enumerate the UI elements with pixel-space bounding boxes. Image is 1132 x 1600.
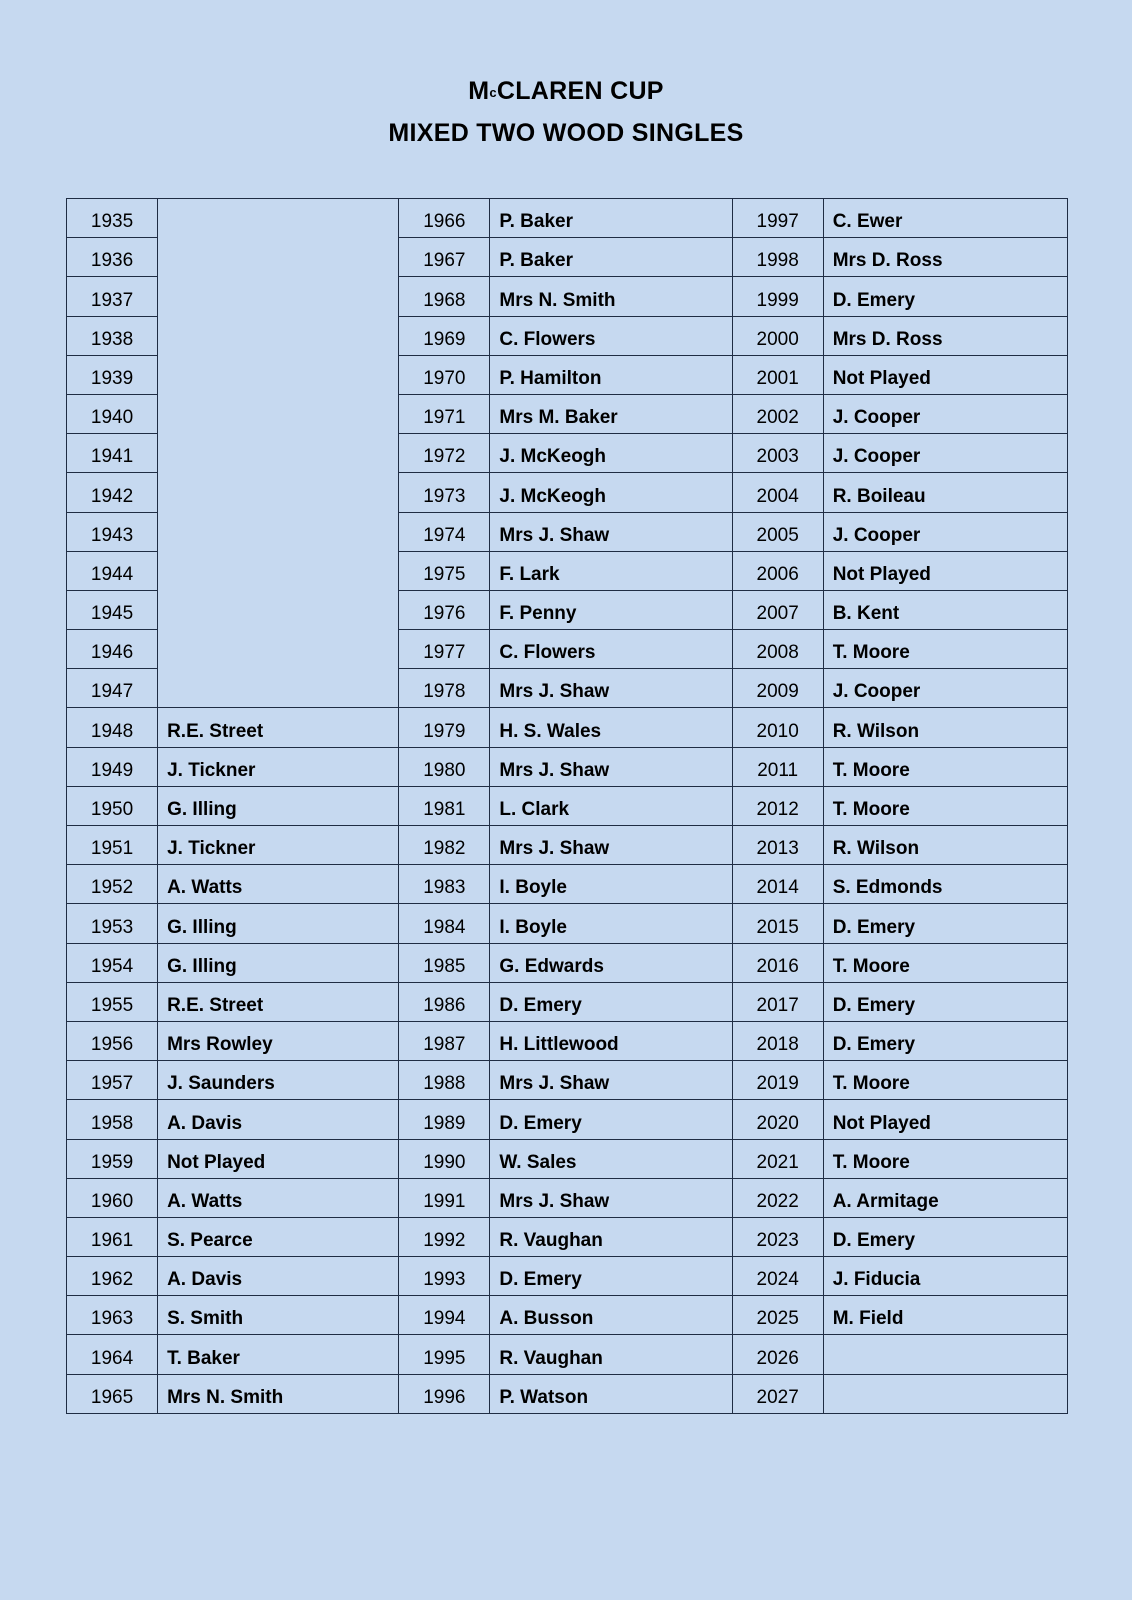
title-prefix: M [468, 77, 490, 105]
year-cell: 1985 [399, 943, 490, 982]
table-row [67, 747, 1068, 786]
winner-cell: Not Played [158, 1139, 399, 1178]
winner-cell: T. Baker [158, 1335, 399, 1374]
winner-cell: T. Moore [823, 1061, 1067, 1100]
year-cell: 1951 [67, 826, 158, 865]
table-row [67, 1139, 1068, 1178]
year-cell: 1962 [67, 1257, 158, 1296]
year-cell: 2017 [732, 982, 823, 1021]
winner-cell: F. Lark [490, 551, 732, 590]
table-row [67, 1374, 1068, 1413]
winner-cell: J. Tickner [158, 747, 399, 786]
winner-cell: Mrs Rowley [158, 1021, 399, 1060]
year-cell: 1942 [67, 473, 158, 512]
year-cell: 1995 [399, 1335, 490, 1374]
winner-cell [823, 1335, 1067, 1374]
year-cell: 2005 [732, 512, 823, 551]
year-cell: 1953 [67, 904, 158, 943]
winner-cell: H. S. Wales [490, 708, 732, 747]
winner-cell: M. Field [823, 1296, 1067, 1335]
year-cell: 1945 [67, 590, 158, 629]
winner-cell: T. Moore [823, 747, 1067, 786]
winner-cell: F. Penny [490, 590, 732, 629]
year-cell: 1968 [399, 277, 490, 316]
year-cell: 1963 [67, 1296, 158, 1335]
year-cell: 1952 [67, 865, 158, 904]
winner-cell: R. Vaughan [490, 1335, 732, 1374]
winner-cell: C. Flowers [490, 316, 732, 355]
winner-cell: R. Wilson [823, 826, 1067, 865]
winner-cell: W. Sales [490, 1139, 732, 1178]
year-cell: 1972 [399, 434, 490, 473]
winner-cell: D. Emery [823, 277, 1067, 316]
year-cell: 2015 [732, 904, 823, 943]
winner-cell: Mrs J. Shaw [490, 1178, 732, 1217]
year-cell: 2022 [732, 1178, 823, 1217]
winner-cell: J. Tickner [158, 826, 399, 865]
year-cell: 1957 [67, 1061, 158, 1100]
year-cell: 2027 [732, 1374, 823, 1413]
year-cell: 2018 [732, 1021, 823, 1060]
year-cell: 1936 [67, 238, 158, 277]
year-cell: 1938 [67, 316, 158, 355]
year-cell: 2001 [732, 355, 823, 394]
year-cell: 2004 [732, 473, 823, 512]
winner-cell: T. Moore [823, 630, 1067, 669]
year-cell: 1956 [67, 1021, 158, 1060]
year-cell: 1946 [67, 630, 158, 669]
winner-cell: J. Cooper [823, 394, 1067, 433]
table-row [67, 865, 1068, 904]
winners-table-body [67, 199, 1068, 1414]
title-rest: CLAREN CUP [496, 77, 664, 105]
winner-cell: R. Boileau [823, 473, 1067, 512]
winner-cell: J. Cooper [823, 434, 1067, 473]
year-cell: 2002 [732, 394, 823, 433]
winner-cell: A. Busson [490, 1296, 732, 1335]
winner-cell: A. Armitage [823, 1178, 1067, 1217]
winner-cell: I. Boyle [490, 865, 732, 904]
winner-cell: A. Watts [158, 865, 399, 904]
year-cell: 1977 [399, 630, 490, 669]
winner-cell: A. Watts [158, 1178, 399, 1217]
table-row [67, 1296, 1068, 1335]
year-cell: 1996 [399, 1374, 490, 1413]
year-cell: 2012 [732, 786, 823, 825]
year-cell: 2019 [732, 1061, 823, 1100]
year-cell: 1937 [67, 277, 158, 316]
table-row [67, 943, 1068, 982]
winner-cell: G. Illing [158, 904, 399, 943]
winner-cell: Mrs N. Smith [158, 1374, 399, 1413]
winner-cell: D. Emery [823, 1021, 1067, 1060]
year-cell: 2024 [732, 1257, 823, 1296]
winner-cell: R.E. Street [158, 708, 399, 747]
table-row [67, 1217, 1068, 1256]
year-cell: 1935 [67, 199, 158, 238]
year-cell: 2008 [732, 630, 823, 669]
winner-cell: R.E. Street [158, 982, 399, 1021]
winner-cell: D. Emery [823, 1217, 1067, 1256]
year-cell: 1976 [399, 590, 490, 629]
winner-cell: Mrs D. Ross [823, 238, 1067, 277]
winner-cell: B. Kent [823, 590, 1067, 629]
year-cell: 1990 [399, 1139, 490, 1178]
table-row [67, 1100, 1068, 1139]
year-cell: 1939 [67, 355, 158, 394]
table-row [67, 199, 1068, 238]
winner-cell: L. Clark [490, 786, 732, 825]
year-cell: 1941 [67, 434, 158, 473]
year-cell: 1947 [67, 669, 158, 708]
winner-cell: Mrs J. Shaw [490, 669, 732, 708]
winner-cell: S. Pearce [158, 1217, 399, 1256]
winner-cell: I. Boyle [490, 904, 732, 943]
year-cell: 1986 [399, 982, 490, 1021]
year-cell: 1974 [399, 512, 490, 551]
year-cell: 1982 [399, 826, 490, 865]
winner-cell: J. Cooper [823, 512, 1067, 551]
year-cell: 2014 [732, 865, 823, 904]
year-cell: 1954 [67, 943, 158, 982]
winner-cell: D. Emery [823, 904, 1067, 943]
year-cell: 1992 [399, 1217, 490, 1256]
winner-cell: G. Illing [158, 786, 399, 825]
winner-cell: D. Emery [490, 982, 732, 1021]
year-cell: 2013 [732, 826, 823, 865]
year-cell: 1958 [67, 1100, 158, 1139]
winner-cell: Mrs J. Shaw [490, 826, 732, 865]
year-cell: 1943 [67, 512, 158, 551]
year-cell: 1944 [67, 551, 158, 590]
winner-cell: P. Baker [490, 199, 732, 238]
year-cell: 1981 [399, 786, 490, 825]
year-cell: 1984 [399, 904, 490, 943]
table-row [67, 1178, 1068, 1217]
table-row [67, 904, 1068, 943]
winner-cell: Mrs J. Shaw [490, 512, 732, 551]
year-cell: 1987 [399, 1021, 490, 1060]
year-cell: 2020 [732, 1100, 823, 1139]
year-cell: 1960 [67, 1178, 158, 1217]
winner-cell: P. Baker [490, 238, 732, 277]
page-subtitle: MIXED TWO WOOD SINGLES [388, 119, 744, 147]
year-cell: 1961 [67, 1217, 158, 1256]
table-row [67, 1257, 1068, 1296]
year-cell: 1988 [399, 1061, 490, 1100]
winner-cell: Mrs M. Baker [490, 394, 732, 433]
blank-winner-cell [158, 199, 399, 708]
year-cell: 1971 [399, 394, 490, 433]
year-cell: 2010 [732, 708, 823, 747]
winner-cell: P. Hamilton [490, 355, 732, 394]
year-cell: 1991 [399, 1178, 490, 1217]
year-cell: 2023 [732, 1217, 823, 1256]
year-cell: 2016 [732, 943, 823, 982]
winner-cell: G. Edwards [490, 943, 732, 982]
title-superscript: c [489, 85, 497, 100]
year-cell: 2025 [732, 1296, 823, 1335]
year-cell: 1994 [399, 1296, 490, 1335]
year-cell: 1965 [67, 1374, 158, 1413]
year-cell: 1955 [67, 982, 158, 1021]
winner-cell: Mrs J. Shaw [490, 1061, 732, 1100]
year-cell: 1940 [67, 394, 158, 433]
winner-cell: C. Flowers [490, 630, 732, 669]
winners-table [66, 198, 1068, 1414]
winner-cell: Mrs N. Smith [490, 277, 732, 316]
table-row [67, 708, 1068, 747]
year-cell: 1967 [399, 238, 490, 277]
winner-cell: D. Emery [490, 1257, 732, 1296]
year-cell: 1993 [399, 1257, 490, 1296]
winner-cell: A. Davis [158, 1100, 399, 1139]
table-row [67, 1335, 1068, 1374]
winner-cell: S. Edmonds [823, 865, 1067, 904]
winner-cell [823, 1374, 1067, 1413]
year-cell: 1998 [732, 238, 823, 277]
winner-cell: J. Saunders [158, 1061, 399, 1100]
year-cell: 2000 [732, 316, 823, 355]
year-cell: 1975 [399, 551, 490, 590]
winner-cell: J. Fiducia [823, 1257, 1067, 1296]
winner-cell: Not Played [823, 355, 1067, 394]
year-cell: 1983 [399, 865, 490, 904]
winner-cell: D. Emery [823, 982, 1067, 1021]
winner-cell: Not Played [823, 1100, 1067, 1139]
winner-cell: P. Watson [490, 1374, 732, 1413]
winner-cell: J. McKeogh [490, 434, 732, 473]
winner-cell: A. Davis [158, 1257, 399, 1296]
winner-cell: T. Moore [823, 786, 1067, 825]
year-cell: 1997 [732, 199, 823, 238]
table-row [67, 1021, 1068, 1060]
year-cell: 1949 [67, 747, 158, 786]
winner-cell: R. Wilson [823, 708, 1067, 747]
year-cell: 1970 [399, 355, 490, 394]
table-row [67, 786, 1068, 825]
year-cell: 2009 [732, 669, 823, 708]
year-cell: 2021 [732, 1139, 823, 1178]
year-cell: 2026 [732, 1335, 823, 1374]
year-cell: 2007 [732, 590, 823, 629]
winner-cell: T. Moore [823, 1139, 1067, 1178]
year-cell: 1978 [399, 669, 490, 708]
winner-cell: J. Cooper [823, 669, 1067, 708]
page-title-block [0, 70, 1132, 154]
year-cell: 1989 [399, 1100, 490, 1139]
year-cell: 1999 [732, 277, 823, 316]
year-cell: 1950 [67, 786, 158, 825]
table-row [67, 982, 1068, 1021]
year-cell: 1979 [399, 708, 490, 747]
year-cell: 1964 [67, 1335, 158, 1374]
winner-cell: J. McKeogh [490, 473, 732, 512]
winner-cell: C. Ewer [823, 199, 1067, 238]
year-cell: 1948 [67, 708, 158, 747]
page-title [0, 70, 1132, 112]
year-cell: 1973 [399, 473, 490, 512]
winner-cell: H. Littlewood [490, 1021, 732, 1060]
year-cell: 1966 [399, 199, 490, 238]
winner-cell: G. Illing [158, 943, 399, 982]
year-cell: 1969 [399, 316, 490, 355]
year-cell: 1959 [67, 1139, 158, 1178]
table-row [67, 1061, 1068, 1100]
year-cell: 1980 [399, 747, 490, 786]
year-cell: 2011 [732, 747, 823, 786]
winner-cell: Mrs J. Shaw [490, 747, 732, 786]
winner-cell: T. Moore [823, 943, 1067, 982]
winner-cell: D. Emery [490, 1100, 732, 1139]
table-row [67, 826, 1068, 865]
winner-cell: S. Smith [158, 1296, 399, 1335]
winner-cell: R. Vaughan [490, 1217, 732, 1256]
year-cell: 2003 [732, 434, 823, 473]
year-cell: 2006 [732, 551, 823, 590]
winner-cell: Not Played [823, 551, 1067, 590]
winner-cell: Mrs D. Ross [823, 316, 1067, 355]
